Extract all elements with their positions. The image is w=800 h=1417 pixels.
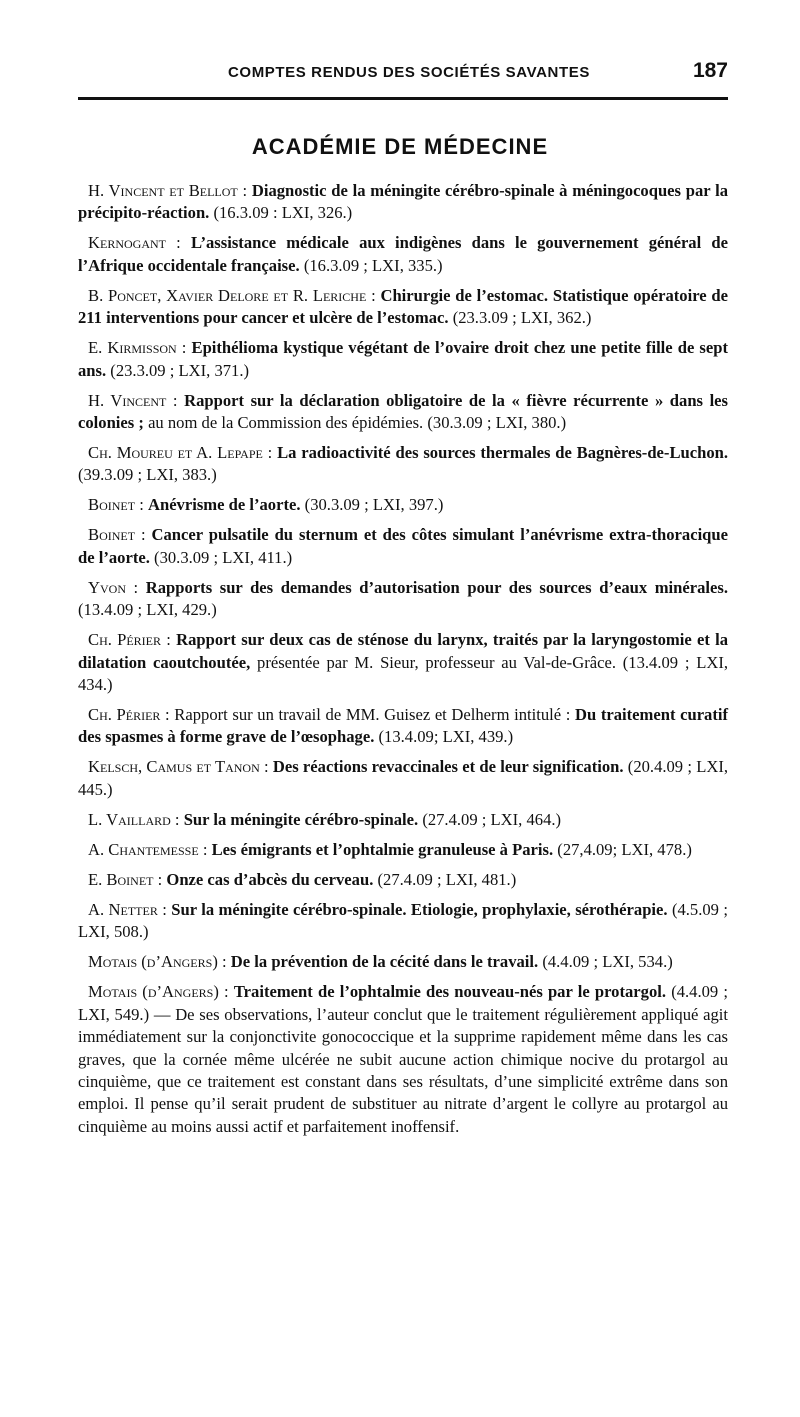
entry-ref: (30.3.09 ; LXI, 397.) [304,495,444,515]
entry-text: au nom de la Commission des épidémies. [148,413,424,433]
entry-ref: (39.3.09 ; LXI, 383.) [78,465,217,485]
entry-title: Les émigrants et l’ophtalmie granuleuse à Paris. [211,839,554,859]
entry-title: La radioactivité des sources thermales de Bagnères-de-Luchon. [277,443,729,463]
entry [78,442,728,487]
entry-author: H. Vincent : [88,390,178,410]
entry [78,232,728,277]
entry-title: Rapport sur la déclaration obligatoire de la « fièvre récurrente » dans les colonies ; [78,390,728,433]
entry-author: A. Chantemesse : [88,839,208,859]
entry-author: Boinet : [88,495,144,515]
entry-author: E. Boinet : [88,869,163,889]
entry-ref: (4.4.09 ; LXI, 534.) [542,952,673,972]
entry-ref: (23.3.09 ; LXI, 371.) [110,360,250,380]
entry-title: L’assistance médicale aux indigènes dans le gouvernement général de l’Afrique occidentale française. [78,233,728,275]
page-number: 187 [692,59,728,82]
entry-ref: (27.4.09 ; LXI, 481.) [377,869,517,889]
entry [78,809,728,831]
entry [78,577,728,622]
entry-author: Boinet : [88,525,146,545]
entry-title: Onze cas d’abcès du cerveau. [166,869,374,889]
entry-ref: (16.3.09 ; LXI, 335.) [303,255,443,275]
entry [78,869,728,891]
entry-title: Sur la méningite cérébro-spinale. [183,809,419,829]
entry-title: De la prévention de la cécité dans le travail. [230,952,539,972]
entry-title: Cancer pulsatile du sternum et des côtes simulant l’anévrisme extra-thoracique de l’aorte. [78,525,728,567]
entry [78,756,728,801]
entry-author: Kernogant : [88,233,181,253]
entry-ref: (27.4.09 ; LXI, 464.) [422,809,562,829]
entry-ref: (13.4.09 ; LXI, 434.) [78,652,729,695]
entry-author: E. Kirmisson : [88,338,187,358]
entry-title: Des réactions revaccinales et de leur signification. [272,757,624,777]
entry-author: H. Vincent et Bellot : [88,181,248,200]
entry-title: Du traitement curatif des spasmes à forme grave de l’œsophage. [78,705,729,747]
entry [78,629,728,696]
entry-title: Sur la méningite cérébro-spinale. Etiologie, prophylaxie, sérothérapie. [171,899,668,919]
entry [78,524,728,569]
entry-author: L. Vaillard : [88,809,180,829]
entry-ref: (13.4.09 ; LXI, 429.) [78,600,217,620]
entry-ref: (4.5.09 ; LXI, 508.) [78,899,728,942]
running-head [78,59,728,88]
entry-ref: (16.3.09 : LXI, 326.) [213,203,353,223]
entry-title: Epithélioma kystique végétant de l’ovaire droit chez une petite fille de sept ans. [78,338,728,380]
entry-author: Ch. Périer : [88,630,171,650]
entry-author: Motais (d’Angers) : [88,952,227,972]
section-title: ACADÉMIE DE MÉDECINE [251,134,549,159]
entry-author: Ch. Moureu et A. Lepape : [88,443,273,463]
entry-ref: (30.3.09 ; LXI, 380.) [427,413,567,433]
entry [78,981,728,1138]
entry-title: Rapports sur des demandes d’autorisation pour des sources d’eaux minérales. [145,577,728,597]
entry-author: Yvon : [88,577,139,597]
entry-author: Ch. Périer : [88,705,170,725]
entry-author: Motais (d’Angers) : [88,982,229,1002]
entry-ref: (27,4.09; LXI, 478.) [557,839,692,859]
entry [78,285,728,330]
entry-author: A. Netter : [88,899,167,919]
entry [78,494,728,516]
entry [78,704,728,749]
entry [78,839,728,861]
entry [78,951,728,973]
entry [78,337,728,382]
entry-ref: (13.4.09; LXI, 439.) [378,727,514,747]
entry [78,899,728,944]
entry-ref: (30.3.09 ; LXI, 411.) [154,547,293,567]
entry-ref: (23.3.09 ; LXI, 362.) [452,308,592,328]
entry-title: Chirurgie de l’estomac. Statistique opératoire de 211 interventions pour cancer et ulcère de l’estomac. [78,285,728,328]
entry [78,180,728,225]
entry-title: Diagnostic de la méningite cérébro-spinale à méningocoques par la précipito-réaction. [78,181,728,223]
entry-ref: (4.4.09 ; LXI, 549.) [78,982,728,1024]
entry-title: Rapport sur deux cas de sténose du larynx, traités par la laryngostomie et la dilatation caoutchoutée, [78,630,729,672]
entry [78,390,728,435]
entry-text: présentée par M. Sieur, professeur au Val-de-Grâce. [257,652,616,672]
entry-author: Kelsch, Camus et Tanon : [88,757,269,777]
entry-text: Rapport sur un travail de MM. Guisez et Delherm intitulé : [174,705,571,725]
entry-title: Anévrisme de l’aorte. [147,495,301,515]
running-title: COMPTES RENDUS DES SOCIÉTÉS SAVANTES [228,64,590,81]
entry-ref: (20.4.09 ; LXI, 445.) [78,757,728,799]
entry-text: — De ses observations, l’auteur conclut que le traitement régulièrement appliqué agit immédiatement sur la conjonctivite gonococcique et la supprime rapidement même dans les cas graves, que la cornée même ulcérée ne subit aucune action chimique nocive du protargol au cinquième, que ce traitement est constant dans ses résultats, d’une simplicité extrême dans son emploi. Il pense qu’il serait prudent de substituer au nitrate d’argent le collyre au protargol au cinquième au moins aussi actif et parfaitement inoffensif. [78,1004,729,1136]
entry-title: Traitement de l’ophtalmie des nouveau-nés par le protargol. [233,982,666,1002]
header-rule [78,97,728,100]
entries-list [78,180,728,1146]
entry-author: B. Poncet, Xavier Delore et R. Leriche : [88,285,376,305]
